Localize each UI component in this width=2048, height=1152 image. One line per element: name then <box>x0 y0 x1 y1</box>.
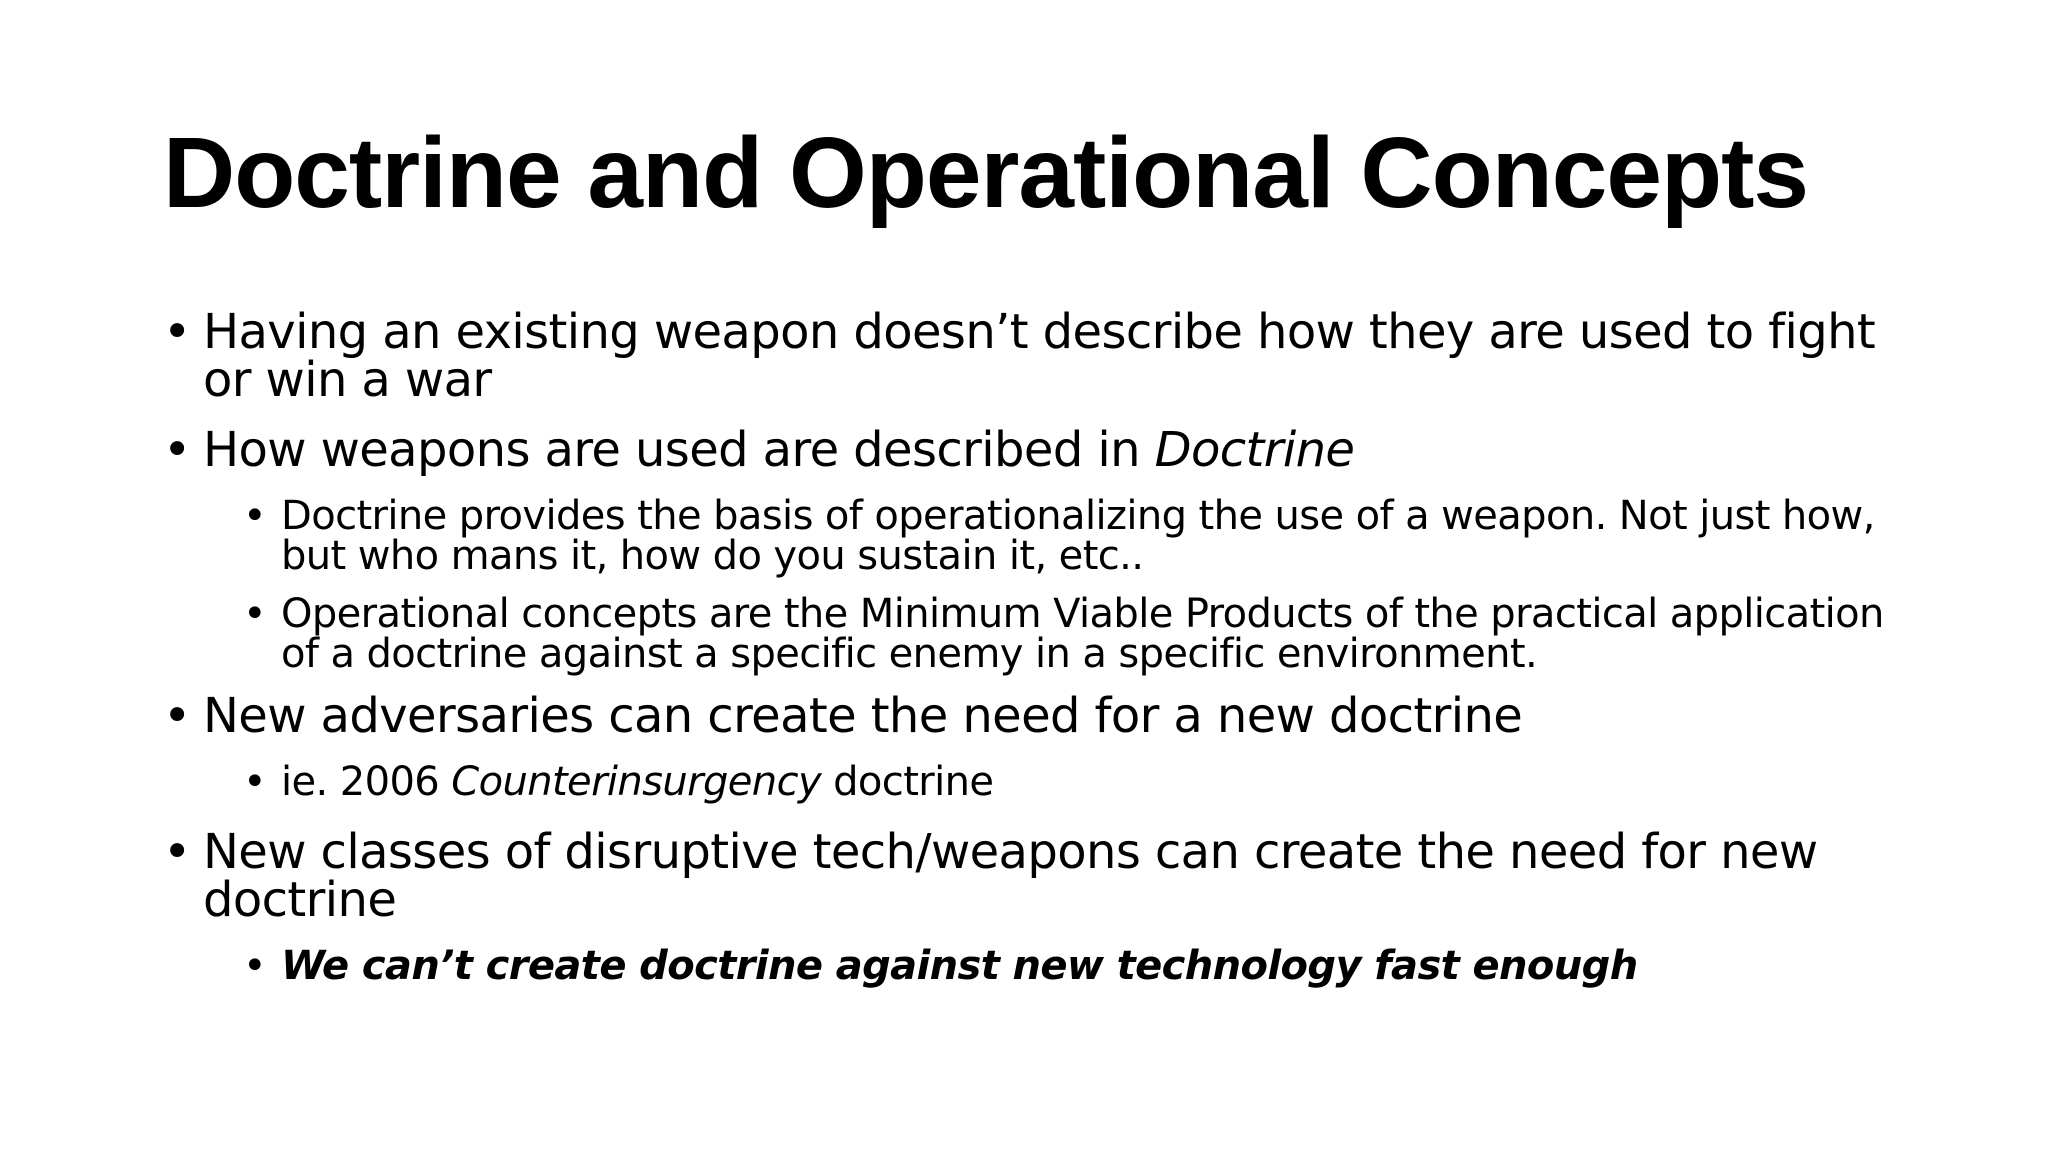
bullet-dot: • <box>243 591 266 637</box>
sub-bullet-item <box>163 759 1923 805</box>
bullet-dot: • <box>243 943 266 989</box>
bullet-text: How weapons are used are described in <box>203 422 1155 478</box>
slide-title: Doctrine and Operational Concepts <box>163 117 1809 229</box>
sub-bullet-item <box>163 591 1923 677</box>
bullet-dot: • <box>243 759 266 805</box>
bullet-item <box>163 304 1923 408</box>
bullet-item <box>163 688 1923 744</box>
bullet-text: New classes of disruptive tech/weapons can create the need for new doctrine <box>203 824 1818 928</box>
bullet-list <box>163 304 1923 1004</box>
bullet-dot: • <box>163 422 191 478</box>
bullet-text: Having an existing weapon doesn’t describe how they are used to fight or win a war <box>203 304 1876 408</box>
bullet-text: New adversaries can create the need for a new doctrine <box>203 688 1523 744</box>
bullet-item <box>163 824 1923 928</box>
sub-bullet-text: ie. 2006 <box>281 759 452 805</box>
sub-bullet-text-after: doctrine <box>821 759 994 805</box>
sub-bullet-text: Operational concepts are the Minimum Viable Products of the practical application of a doctrine against a specific enemy in a specific environment. <box>281 591 1884 677</box>
bullet-dot: • <box>243 493 266 539</box>
sub-bullet-text: Doctrine provides the basis of operationalizing the use of a weapon. Not just how, but who mans it, how do you sustain it, etc.. <box>281 493 1875 579</box>
sub-bullet-text-bold-italic: We can’t create doctrine against new technology fast enough <box>281 943 1638 989</box>
bullet-dot: • <box>163 688 191 744</box>
bullet-dot: • <box>163 824 191 880</box>
sub-bullet-text-italic: Counterinsurgency <box>451 759 822 805</box>
sub-bullet-item <box>163 493 1923 579</box>
bullet-text-italic: Doctrine <box>1154 422 1355 478</box>
bullet-item <box>163 422 1923 478</box>
sub-bullet-item <box>163 943 1923 989</box>
bullet-dot: • <box>163 304 191 360</box>
